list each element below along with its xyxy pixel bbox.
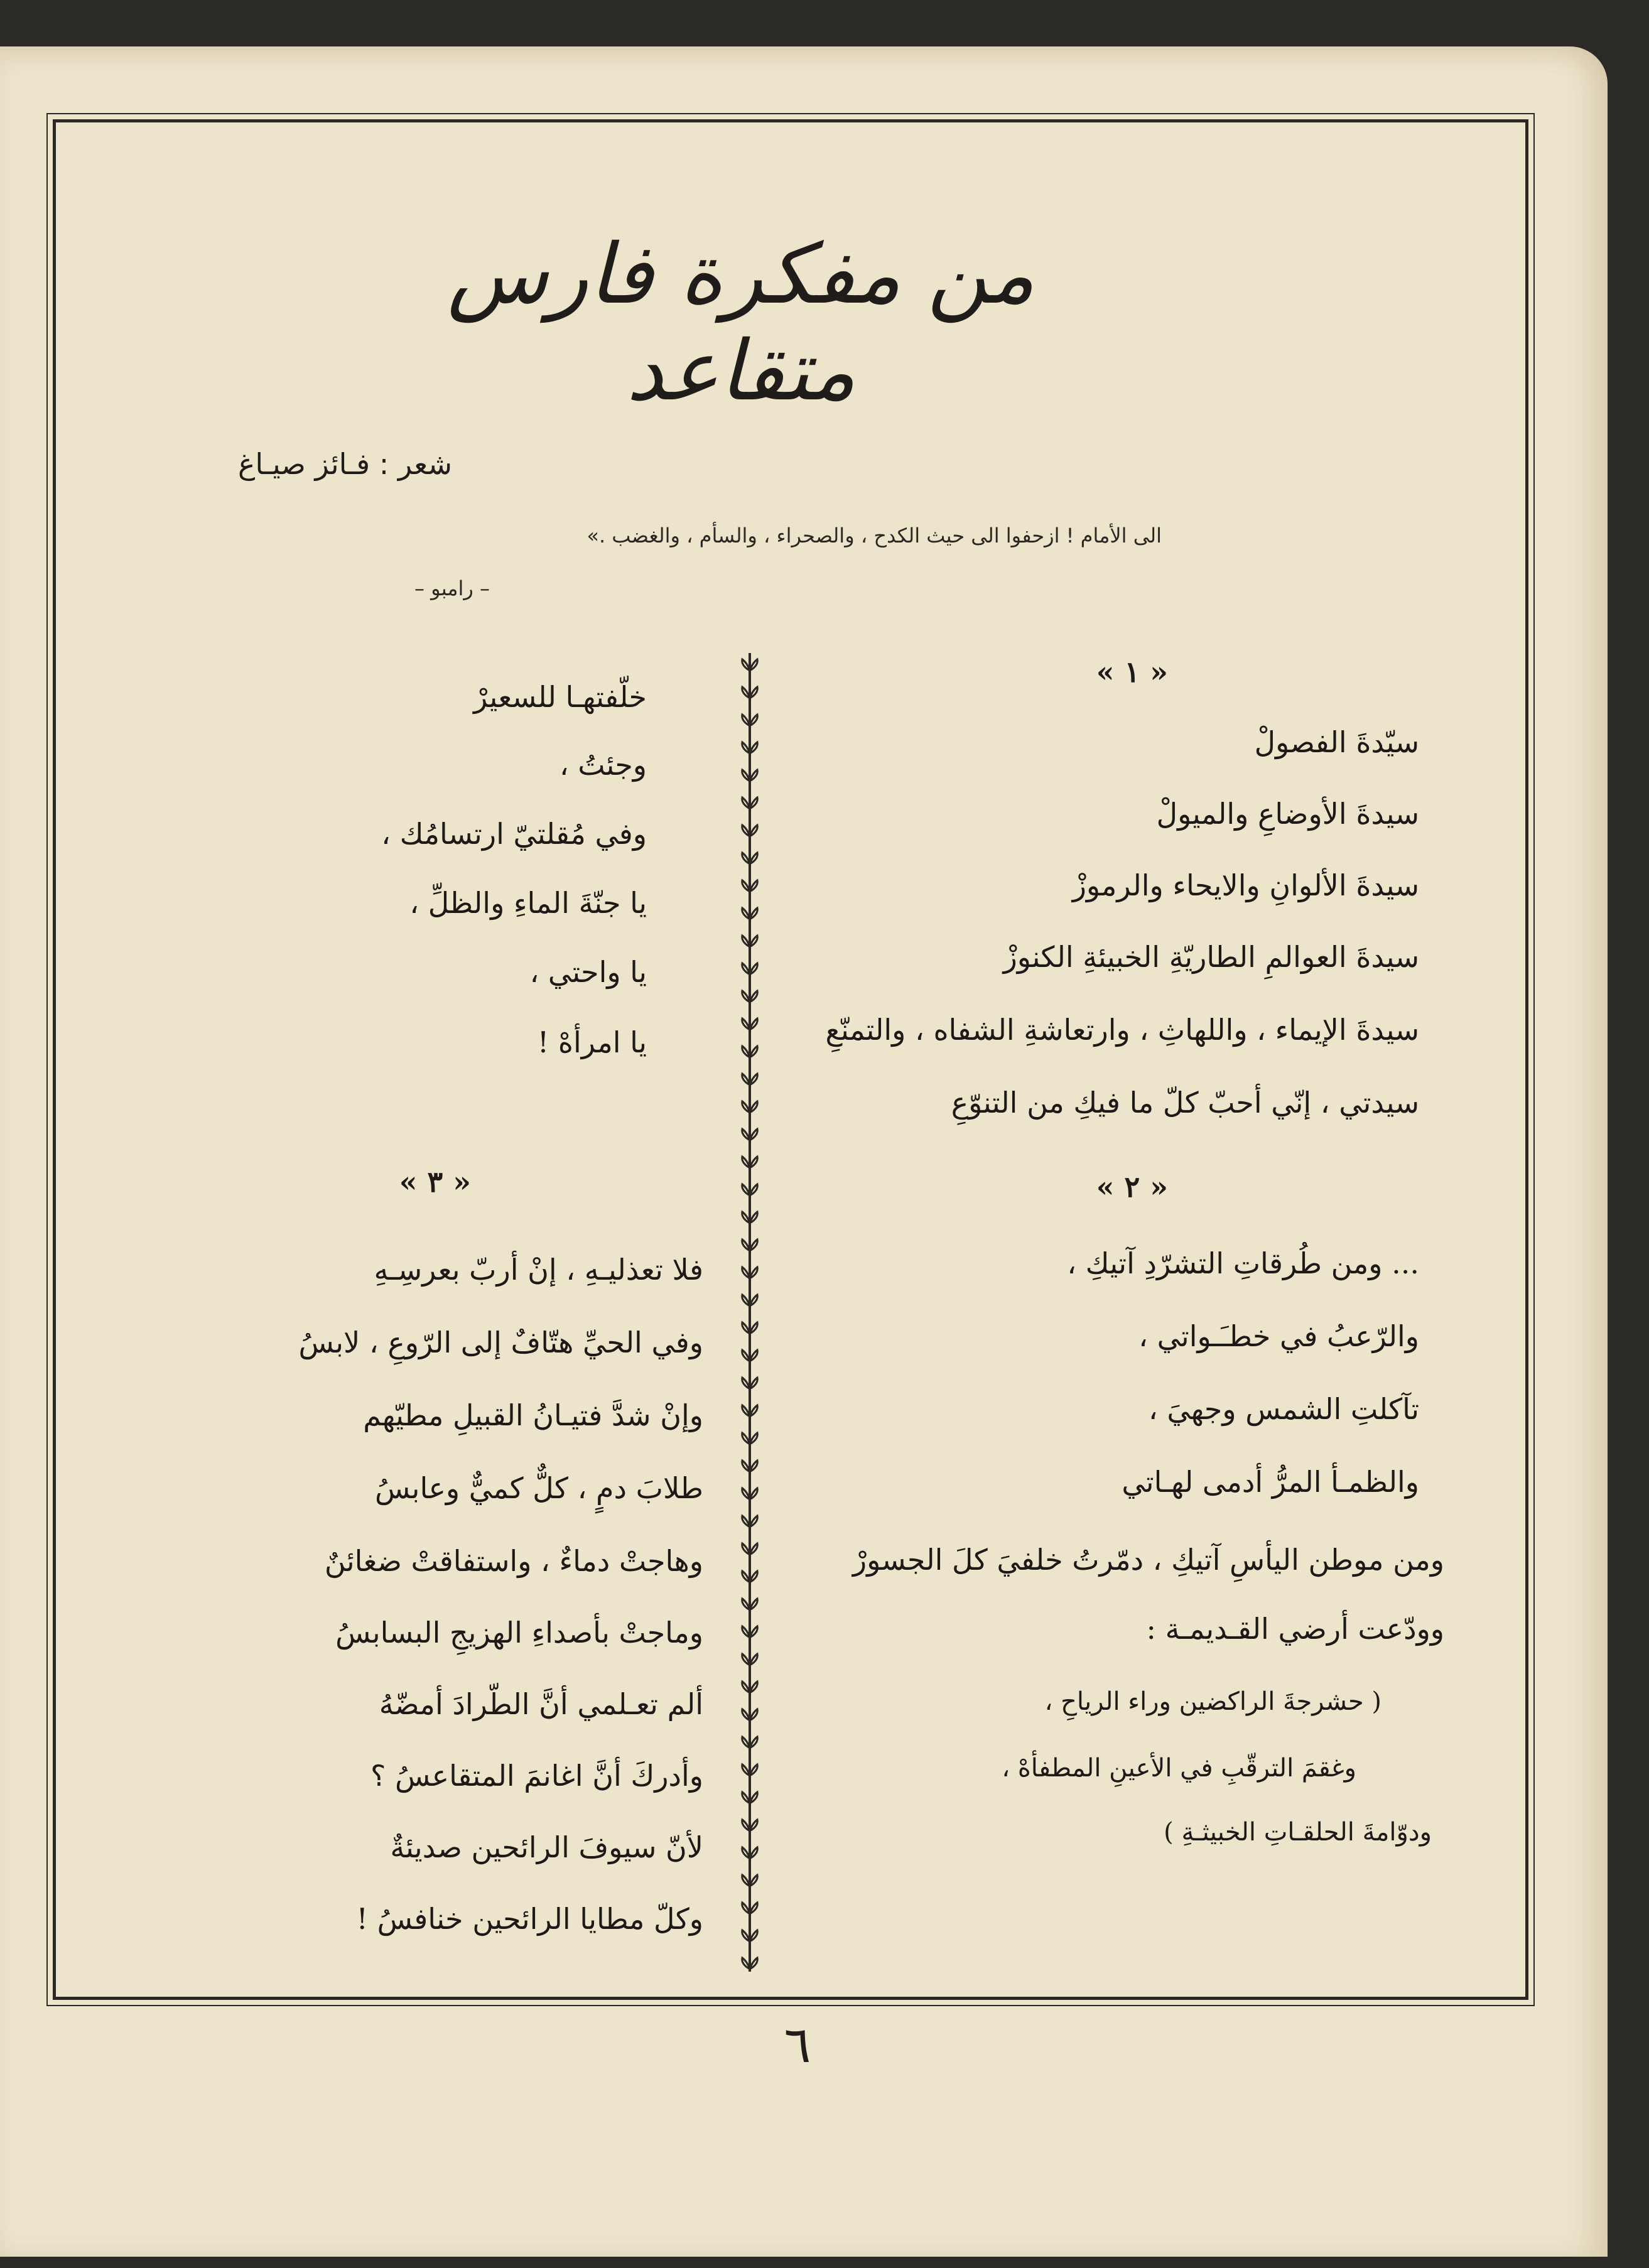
epigraph: الى الأمام ! ازحفوا الى حيث الكدح ، والصحراء ، والسأم ، والغضب .» xyxy=(587,524,1162,548)
poem-line: سيدتي ، إنّي أحبّ كلّ ما فيكِ من التنوّعِ xyxy=(951,1086,1419,1120)
poem-line: والرّعبُ في خطـَـواتي ، xyxy=(1138,1319,1419,1353)
page-number: ٦ xyxy=(784,2016,811,2074)
poem-line: والظمـأ المرُّ أدمى لهـاتي xyxy=(1122,1465,1419,1499)
epigraph-author: – رامبو – xyxy=(414,576,490,600)
poem-line: ( حشرجةَ الراكضين وراء الرياحِ ، xyxy=(1044,1687,1381,1716)
poem-line: وودّعت أرضي القـديمـة : xyxy=(1146,1612,1444,1646)
poem-line: ألم تعـلمي أنَّ الطّرادَ أمضّهُ xyxy=(379,1687,703,1721)
section-marker-1: « ١ » xyxy=(1096,655,1168,689)
poem-line: ... ومن طُرقاتِ التشرّدِ آتيكِ ، xyxy=(1067,1246,1419,1280)
poem-line: وجئتُ ، xyxy=(559,748,647,782)
poem-line: ومن موطن اليأسِ آتيكِ ، دمّرتُ خلفيَ كلَ الجسورْ xyxy=(852,1543,1444,1577)
poem-line: سيدةَ الإيماء ، واللهاثِ ، وارتعاشةِ الشفاه ، والتمنّعِ xyxy=(825,1013,1419,1047)
poem-line: يا امرأهْ ! xyxy=(537,1025,647,1059)
poem-line: ودوّامةَ الحلقـاتِ الخبيثـةِ ) xyxy=(1164,1818,1432,1847)
poem-line: سيدةَ الألوانِ والايحاء والرموزْ xyxy=(1072,868,1419,902)
section-marker-2: « ٢ » xyxy=(1096,1170,1168,1204)
poem-line: وماجتْ بأصداءِ الهزيجِ البسابسُ xyxy=(335,1616,703,1650)
poem-line: تآكلتِ الشمس وجهيَ ، xyxy=(1148,1392,1419,1426)
poem-line: لأنّ سيوفَ الرائحين صديئةٌ xyxy=(390,1830,703,1864)
poet-byline: شعر : فـائز صيـاغ xyxy=(237,447,452,481)
poem-line: يا واحتي ، xyxy=(529,955,647,989)
poem-line: وأدركَ أنَّ اغانمَ المتقاعسُ ؟ xyxy=(370,1759,703,1793)
poem-title: من مفكرة فارس متقاعد xyxy=(447,226,1035,419)
column-divider xyxy=(736,653,764,1972)
left-column xyxy=(88,653,716,1972)
right-column xyxy=(791,653,1444,1972)
poem-line: سيّدةَ الفصولْ xyxy=(1254,725,1419,759)
poem-line: طلابَ دمٍ ، كلٌّ كميٌّ وعابسُ xyxy=(375,1471,703,1505)
poem-line: سيدةَ العوالمِ الطاريّةِ الخبيئةِ الكنوزْ xyxy=(1003,940,1419,974)
section-marker-3: « ٣ » xyxy=(399,1165,471,1199)
poem-line: وهاجتْ دماءٌ ، واستفاقتْ ضغائنٌ xyxy=(324,1544,703,1578)
poem-line: يا جنّةَ الماءِ والظلِّ ، xyxy=(409,886,647,920)
poem-line: وغقمَ الترقّبِ في الأعينِ المطفأهْ ، xyxy=(1002,1754,1356,1783)
poem-line: وفي مُقلتيّ ارتسامُك ، xyxy=(381,817,647,851)
poem-line: وفي الحيِّ هتّافٌ إلى الرّوعِ ، لابسُ xyxy=(298,1326,703,1359)
poem-line: وكلّ مطايا الرائحين خنافسُ ! xyxy=(356,1902,703,1936)
poem-line: خلّفتهـا للسعيرْ xyxy=(473,680,647,714)
poem-line: فلا تعذليـهِ ، إنْ أربّ بعرسِـهِ xyxy=(374,1253,703,1287)
poem-line: وإنْ شدَّ فتيـانُ القبيلِ مطيّهم xyxy=(363,1398,703,1432)
poem-line: سيدةَ الأوضاعِ والميولْ xyxy=(1156,797,1419,831)
